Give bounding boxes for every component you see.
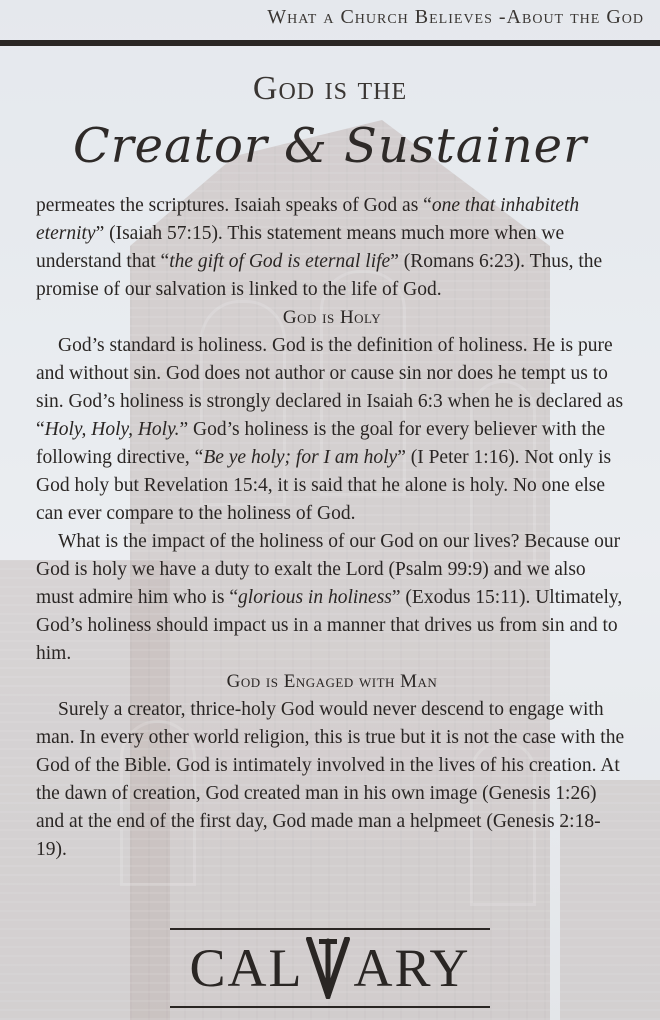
article-body [36,192,628,864]
logo-text-left: CAL [189,938,304,998]
scripture-quote: the gift of God is eternal life [169,251,391,272]
text-span: ” (Exodus 15:11). Ultimately, God’s holiness should impact us in a manner that drives us from sin and to him. [36,587,623,664]
paragraph-holiness [36,332,628,528]
paragraph-engaged: Surely a creator, thrice-holy God would never descend to engage with man. In every other world religion, this is true but it is not the case with the God of the Bible. God is intimately involved in the lives of his creation. At the dawn of creation, God created man in his own image (Genesis 1:26) and at the end of the first day, God made man a helpmeet (Genesis 2:18-19). [36,699,625,860]
section-heading-engaged: God is Engaged with Man [226,671,438,692]
text-span: ” (Isaiah 57:15). This statement means much more when we understand that “ [36,223,565,272]
scripture-quote: glorious in holiness [238,587,392,608]
text-span: permeates the scriptures. Isaiah speaks of God as “ [36,195,432,216]
header-rule [0,40,660,46]
logo-text-right: ARY [353,938,471,998]
paragraph-intro [36,192,628,304]
scripture-quote: Holy, Holy, Holy. [44,419,180,440]
scripture-quote: Be ye holy; for I am holy [203,447,398,468]
paragraph-impact [36,528,628,668]
text-span: God’s standard is holiness. God is the definition of holiness. He is pure and without sin. God does not author or cause sin nor does he tempt us to sin. God’s holiness is strongly declared in Isaiah 6:3 when he is declared as “ [36,335,624,440]
header-title: What a Church Believes -About the God [267,6,644,28]
calvary-logo [170,928,490,1008]
page-title-script: Creator & Sustainer [72,118,588,174]
cross-nails-icon [305,937,351,999]
section-heading-holy: God is Holy [282,307,382,328]
text-span: ” (Romans 6:23). Thus, the promise of our salvation is linked to the life of God. [36,251,603,300]
text-span: ” (I Peter 1:16). Not only is God holy but Revelation 15:4, it is said that he alone is holy. No one else can ever compare to the holiness of God. [36,447,612,524]
text-span: What is the impact of the holiness of our God on our lives? Because our God is holy we have a duty to exalt the Lord (Psalm 99:9) and we also must admire him who is “ [36,531,621,608]
scripture-quote: one that inhabiteth eternity [36,195,580,244]
text-span: ” God’s holiness is the goal for every believer with the following directive, “ [36,419,606,468]
page-title-line1: God is the [252,70,408,107]
